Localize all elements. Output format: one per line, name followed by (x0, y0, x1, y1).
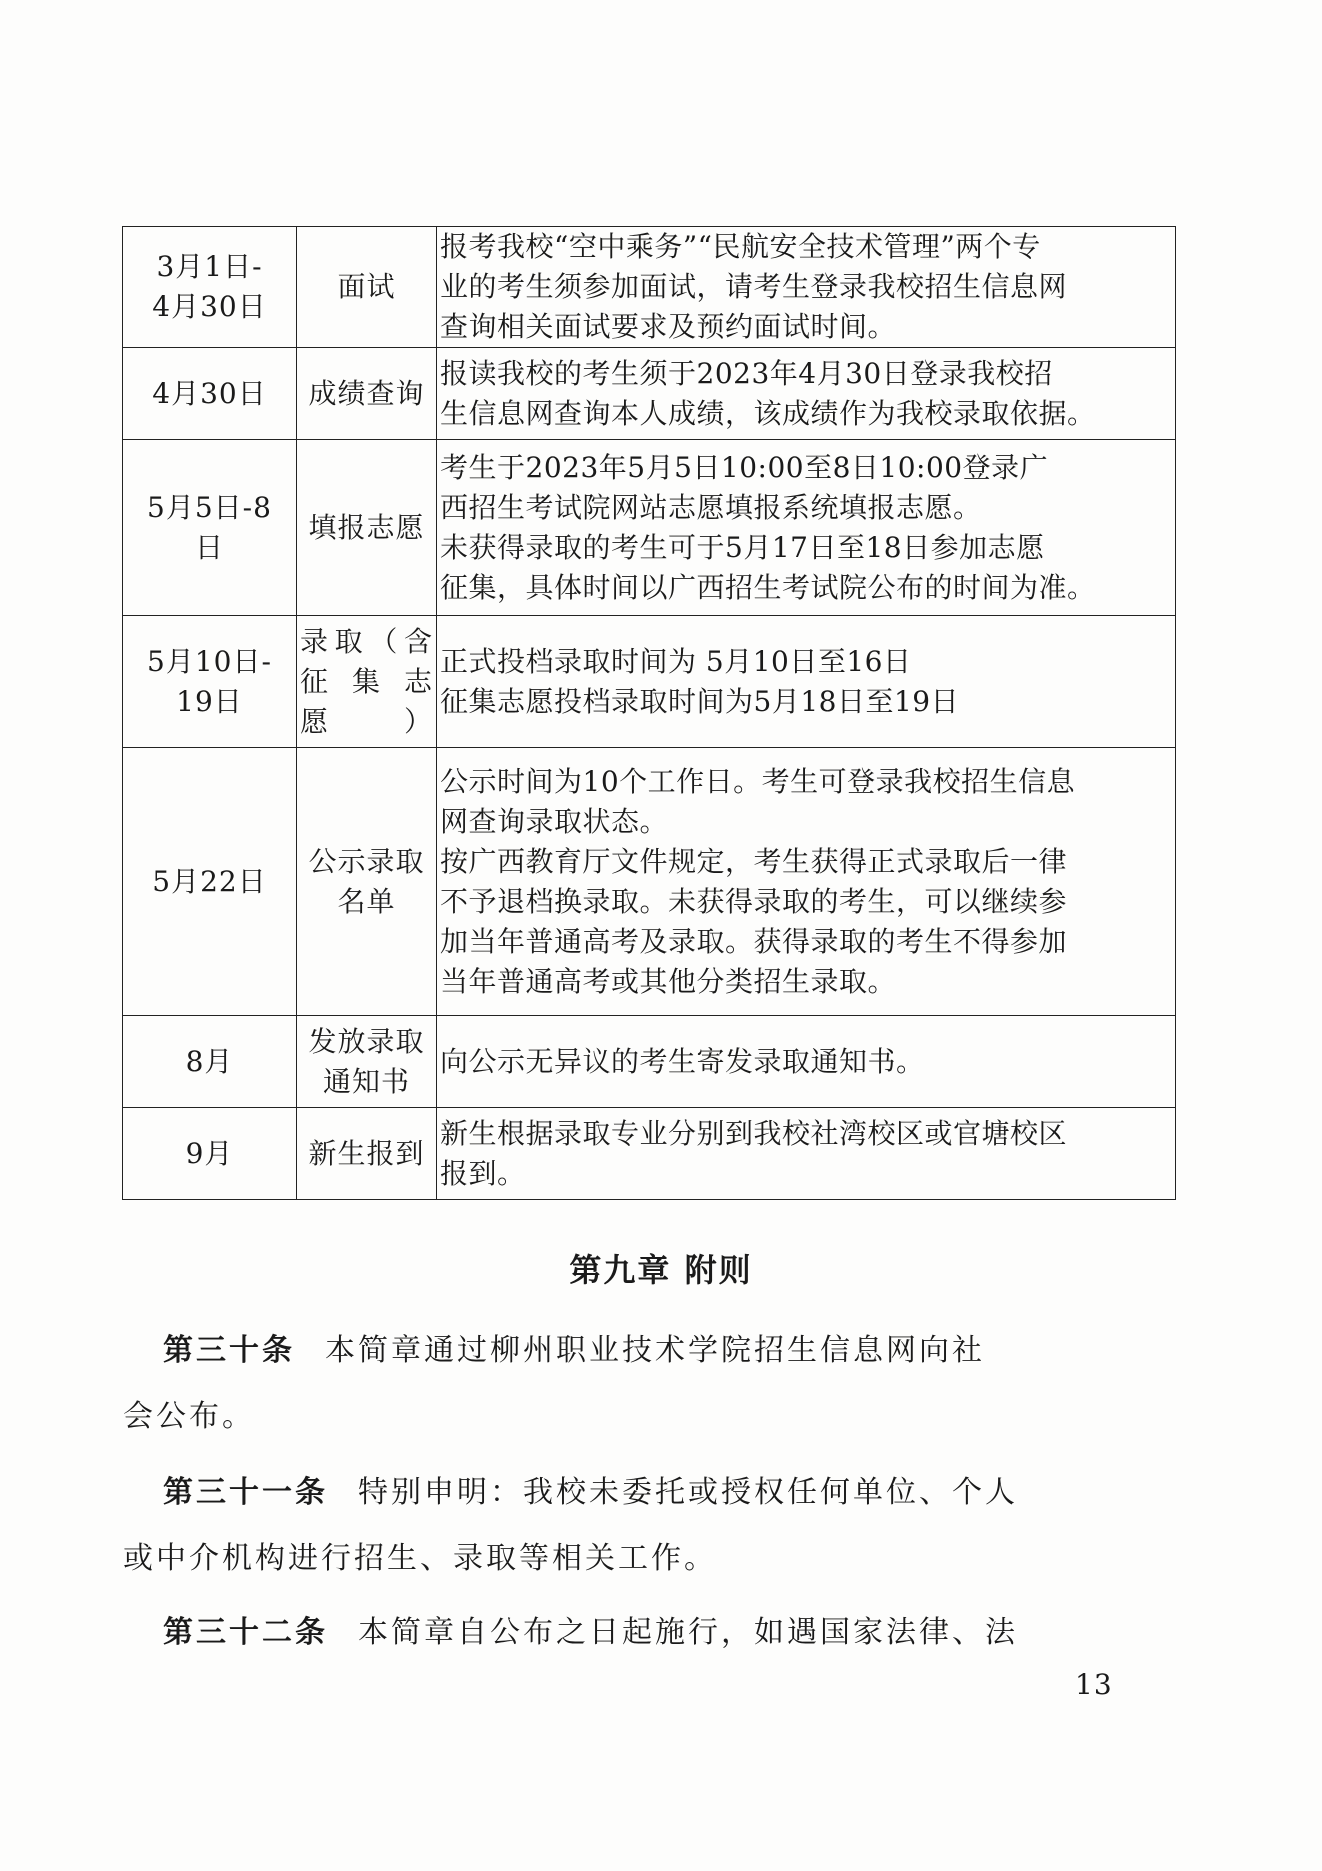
description-cell (437, 616, 1176, 748)
description-cell-line: 加当年普通高考及录取。获得录取的考生不得参加 (440, 924, 1068, 958)
article-32 (163, 1600, 1153, 1666)
item-cell (297, 1108, 437, 1200)
article-30 (123, 1318, 1153, 1450)
schedule-body (123, 227, 1176, 1200)
date-cell-line: 4月30日 (152, 376, 267, 410)
description-cell-line: 报考我校“空中乘务”“民航安全技术管理”两个专 (440, 230, 1041, 263)
description-cell-line: 西招生考试院网站志愿填报系统填报志愿。 (440, 490, 982, 524)
description-cell-line: 报到。 (440, 1156, 526, 1190)
description-cell-line: 业的考生须参加面试，请考生登录我校招生信息网 (440, 270, 1068, 303)
date-cell (123, 748, 297, 1016)
item-cell-line: 愿） (300, 704, 433, 738)
item-cell-line: 通知书 (322, 1064, 410, 1098)
article-heading: 第三十一条 (163, 1475, 328, 1510)
description-cell-line: 征集志愿投档录取时间为5月18日至19日 (440, 684, 960, 718)
article-heading: 第三十二条 (163, 1615, 328, 1650)
description-cell-line: 查询相关面试要求及预约面试时间。 (440, 310, 897, 343)
date-cell (123, 1016, 297, 1108)
item-cell-line: 公示录取 (308, 844, 425, 878)
date-cell-line: 19日 (176, 684, 243, 718)
description-cell-line: 新生根据录取专业分别到我校社湾校区或官塘校区 (440, 1116, 1068, 1150)
date-cell-line: 5月22日 (152, 864, 267, 898)
description-cell-line: 公示时间为10个工作日。考生可登录我校招生信息 (440, 764, 1076, 798)
date-cell (123, 1108, 297, 1200)
date-cell (123, 616, 297, 748)
description-cell (437, 1108, 1176, 1200)
date-cell (123, 348, 297, 440)
date-cell-line: 3月1日- (156, 250, 263, 283)
description-cell-line: 不予退档换录取。未获得录取的考生，可以继续参 (440, 884, 1068, 918)
article-heading: 第三十条 (163, 1333, 295, 1368)
admission-schedule-table (122, 226, 1176, 1200)
chapter-title: 第九章 附则 (569, 1251, 753, 1289)
date-cell-line: 4月30日 (152, 290, 267, 323)
date-cell (123, 440, 297, 616)
description-cell-line: 考生于2023年5月5日10:00至8日10:00登录广 (440, 450, 1049, 484)
date-cell-line: 9月 (185, 1136, 234, 1170)
article-text-line: 或中介机构进行招生、录取等相关工作。 (123, 1541, 717, 1576)
date-cell-line: 8月 (185, 1044, 234, 1078)
item-cell-line: 面试 (337, 270, 396, 303)
schedule-row (123, 1016, 1176, 1108)
date-cell-line: 5月10日- (147, 644, 272, 678)
description-cell-line: 正式投档录取时间为 5月10日至16日 (440, 644, 912, 678)
item-cell-line: 填报志愿 (308, 510, 425, 544)
schedule-row (123, 227, 1176, 348)
item-cell-line: 名单 (337, 884, 396, 918)
schedule-row (123, 748, 1176, 1016)
description-cell (437, 748, 1176, 1016)
schedule-row (123, 1108, 1176, 1200)
article-text-line: 特别申明：我校未委托或授权任何单位、个人 (358, 1475, 1018, 1510)
schedule-row (123, 440, 1176, 616)
description-cell-line: 未获得录取的考生可于5月17日至18日参加志愿 (440, 530, 1045, 564)
article-31 (123, 1460, 1153, 1592)
description-cell-line: 当年普通高考或其他分类招生录取。 (440, 964, 897, 998)
item-cell-line: 成绩查询 (308, 376, 425, 410)
description-cell-line: 向公示无异议的考生寄发录取通知书。 (440, 1044, 925, 1078)
article-text-line: 会公布。 (123, 1399, 255, 1434)
description-cell (437, 227, 1176, 348)
description-cell-line: 按广西教育厅文件规定，考生获得正式录取后一律 (440, 844, 1068, 878)
item-cell (297, 748, 437, 1016)
description-cell (437, 1016, 1176, 1108)
description-cell (437, 440, 1176, 616)
date-cell (123, 227, 297, 348)
item-cell (297, 1016, 437, 1108)
date-cell-line: 5月5日-8 (147, 490, 272, 524)
article-text-line: 本简章通过柳州职业技术学院招生信息网向社 (325, 1333, 985, 1368)
item-cell (297, 616, 437, 748)
date-cell-line: 日 (194, 530, 224, 564)
page-number: 13 (1075, 1668, 1113, 1701)
description-cell-line: 征集，具体时间以广西招生考试院公布的时间为准。 (440, 570, 1096, 604)
schedule-row (123, 616, 1176, 748)
description-cell (437, 348, 1176, 440)
item-cell-line: 录取（含 (300, 624, 433, 658)
item-cell-line: 征 集 志 (300, 664, 433, 698)
item-cell (297, 227, 437, 348)
description-cell-line: 生信息网查询本人成绩，该成绩作为我校录取依据。 (440, 396, 1096, 430)
item-cell-line: 发放录取 (308, 1024, 425, 1058)
description-cell-line: 网查询录取状态。 (440, 804, 669, 838)
item-cell (297, 348, 437, 440)
schedule-row (123, 348, 1176, 440)
description-cell-line: 报读我校的考生须于2023年4月30日登录我校招 (440, 356, 1053, 390)
item-cell-line: 新生报到 (308, 1136, 425, 1170)
article-text-line: 本简章自公布之日起施行，如遇国家法律、法 (358, 1615, 1018, 1650)
item-cell (297, 440, 437, 616)
